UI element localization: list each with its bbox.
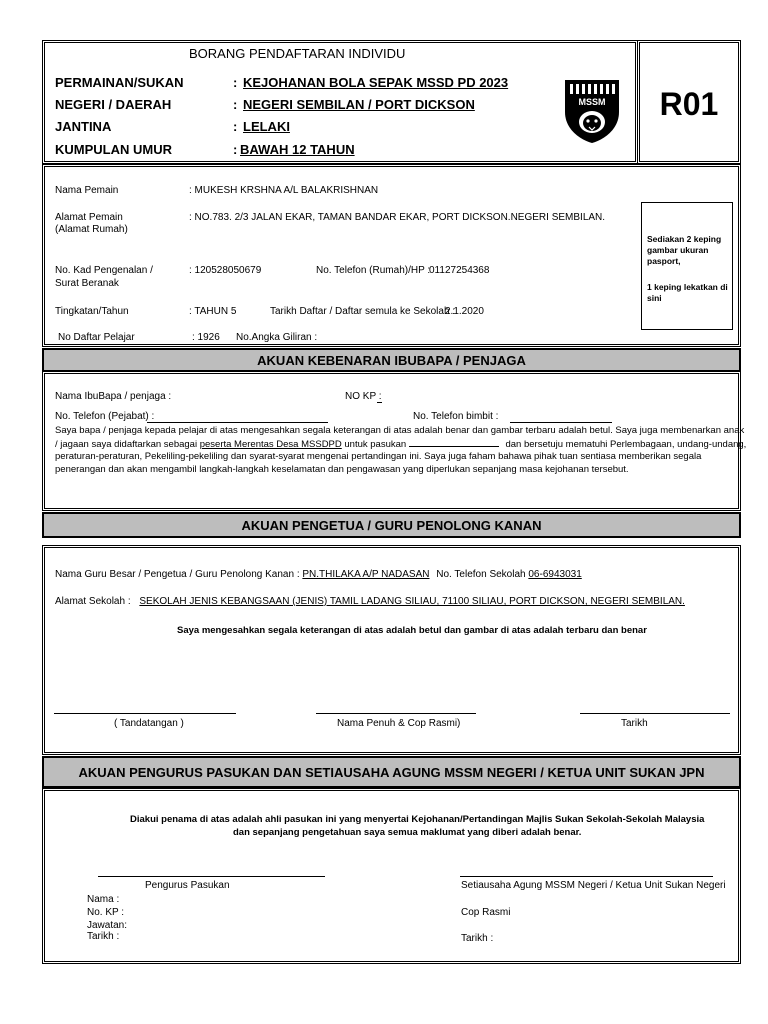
- principal-date-line: [580, 713, 730, 714]
- school-address-value: SEKOLAH JENIS KEBANGSAAN (JENIS) TAMIL LADANG SILIAU, 71100 SILIAU, PORT DICKSON, NEGERI SEMBILAN.: [139, 596, 685, 607]
- player-phone-value: 01127254368: [429, 265, 490, 276]
- principal-confirm: Saya mengesahkan segala keterangan di atas adalah betul dan gambar di atas adalah terbaru dan benar: [177, 625, 647, 636]
- age-group-colon: :: [233, 142, 238, 157]
- principal-date-label: Tarikh: [621, 718, 648, 729]
- secretary-date-label: Tarikh :: [461, 933, 494, 944]
- manager-post-label: Jawatan:: [87, 920, 128, 931]
- state-label: NEGERI / DAERAH: [55, 97, 172, 112]
- principal-stamp-line: [316, 713, 476, 714]
- svg-text:MSSM: MSSM: [578, 97, 606, 107]
- parent-name-label: Nama IbuBapa / penjaga :: [55, 391, 172, 402]
- manager-name-label: Nama :: [87, 894, 120, 905]
- school-address-label: Alamat Sekolah :: [55, 596, 131, 607]
- player-ic-value: : 120528050679: [189, 265, 262, 276]
- principal-name-label: Nama Guru Besar / Pengetua / Guru Penolong Kanan :: [55, 569, 300, 580]
- gender-value: LELAKI: [243, 119, 290, 134]
- student-no-value: : 1926: [192, 332, 220, 343]
- principal-stamp-label: Nama Penuh & Cop Rasmi): [337, 718, 461, 729]
- principal-section-heading: AKUAN PENGETUA / GURU PENOLONG KANAN: [42, 512, 741, 538]
- manager-stmt-1: Diakui penama di atas adalah ahli pasukan ini yang menyertai Kejohanan/Pertandingan Majlis Sukan Sekolah-Sekolah Malaysia: [130, 814, 705, 825]
- age-group-label: KUMPULAN UMUR: [55, 142, 172, 157]
- sport-value: KEJOHANAN BOLA SEPAK MSSD PD 2023: [243, 75, 509, 90]
- secretary-sign-line: [460, 876, 713, 877]
- player-address-sublabel: (Alamat Rumah): [55, 224, 128, 235]
- turn-no-label: No.Angka Giliran :: [236, 332, 318, 343]
- manager-ic-label: No. KP :: [87, 907, 125, 918]
- player-address-value: : NO.783. 2/3 JALAN EKAR, TAMAN BANDAR EKAR, PORT DICKSON.NEGERI SEMBILAN.: [189, 212, 606, 223]
- player-name-value: : MUKESH KRSHNA A/L BALAKRISHNAN: [189, 185, 379, 196]
- player-info-box: [42, 164, 741, 347]
- sport-colon: :: [233, 75, 238, 90]
- photo-note-1: Sediakan 2 keping gambar ukuran pasport,: [647, 234, 722, 266]
- manager-stmt-2: dan sepanjang pengetahuan saya semua maklumat yang diberi adalah benar.: [233, 827, 582, 838]
- parent-mobile-line: [510, 422, 612, 423]
- parent-decl-2c: untuk pasukan: [344, 439, 407, 450]
- manager-sign-line: [98, 876, 325, 877]
- player-reg-date-value: 2.1.2020: [445, 306, 484, 317]
- sport-label: PERMAINAN/SUKAN: [55, 75, 184, 90]
- parent-decl-4: penerangan dan akan mengambil langkah-langkah keselamatan dan pengawasan yang diperlukan sepanjang masa kejohanan tersebut.: [55, 464, 629, 475]
- gender-colon: :: [233, 119, 238, 134]
- age-group-value: BAWAH 12 TAHUN: [240, 142, 355, 157]
- student-no-label: No Daftar Pelajar: [58, 332, 135, 343]
- player-grade-label: Tingkatan/Tahun: [55, 306, 129, 317]
- form-title: BORANG PENDAFTARAN INDIVIDU: [189, 46, 406, 61]
- parent-mobile-label: No. Telefon bimbit :: [413, 411, 499, 422]
- photo-note-2: 1 keping lekatkan di sini: [647, 282, 728, 303]
- principal-name-row: [55, 569, 582, 580]
- parent-section-heading: AKUAN KEBENARAN IBUBAPA / PENJAGA: [42, 348, 741, 372]
- manager-title: Pengurus Pasukan: [145, 880, 230, 891]
- parent-ic-line: [377, 402, 382, 403]
- manager-date-label: Tarikh :: [87, 931, 120, 942]
- parent-ic-label: NO KP :: [345, 391, 382, 402]
- player-reg-date-label: Tarikh Daftar / Daftar semula ke Sekolah :: [270, 306, 456, 317]
- parent-decl-2d: dan bersetuju mematuhi Perlembagaan, undang-undang,: [505, 439, 747, 450]
- secretary-stamp-label: Cop Rasmi: [461, 907, 511, 918]
- parent-decl-3: peraturan-peraturan, Pekeliling-pekeliling dan syarat-syarat mengenai pertandingan ini. Saya juga faham bahawa pihak tuan sentiasa memberikan segala: [55, 451, 702, 462]
- principal-phone-value: 06-6943031: [528, 569, 582, 580]
- form-code: R01: [659, 86, 719, 122]
- player-phone-label: No. Telefon (Rumah)/HP :: [316, 265, 431, 276]
- player-grade-value: : TAHUN 5: [189, 306, 237, 317]
- state-value: NEGERI SEMBILAN / PORT DICKSON: [243, 97, 475, 112]
- school-address-row: [55, 596, 685, 607]
- parent-team-blank: [409, 438, 499, 447]
- principal-sig-label: ( Tandatangan ): [114, 718, 184, 729]
- parent-decl-2: [55, 438, 746, 450]
- player-ic-label: No. Kad Pengenalan /: [55, 265, 153, 276]
- gender-label: JANTINA: [55, 119, 112, 134]
- mssm-logo: [563, 78, 621, 144]
- player-ic-sublabel: Surat Beranak: [55, 278, 119, 289]
- state-colon: :: [233, 97, 238, 112]
- manager-section-heading: AKUAN PENGURUS PASUKAN DAN SETIAUSAHA AGUNG MSSM NEGERI / KETUA UNIT SUKAN JPN: [42, 756, 741, 788]
- principal-sign-line: [54, 713, 236, 714]
- player-name-label: Nama Pemain: [55, 185, 119, 196]
- parent-decl-2a: / jagaan saya didaftarkan sebagai: [55, 439, 198, 450]
- principal-name-value: PN.THILAKA A/P NADASAN: [302, 569, 430, 580]
- player-address-label: Alamat Pemain: [55, 212, 123, 223]
- parent-decl-1: Saya bapa / penjaga kepada pelajar di atas mengesahkan segala keterangan di atas adalah benar dan gambar terbaru adalah betul. Saya juga membenarkan anak: [55, 425, 745, 436]
- parent-decl-2b: peserta Merentas Desa MSSDPD: [199, 439, 342, 450]
- secretary-title: Setiausaha Agung MSSM Negeri / Ketua Unit Sukan Negeri: [461, 880, 726, 891]
- principal-phone-label: No. Telefon Sekolah: [436, 569, 526, 580]
- parent-office-phone-label: No. Telefon (Pejabat) :: [55, 411, 155, 422]
- parent-office-phone-line: [147, 422, 328, 423]
